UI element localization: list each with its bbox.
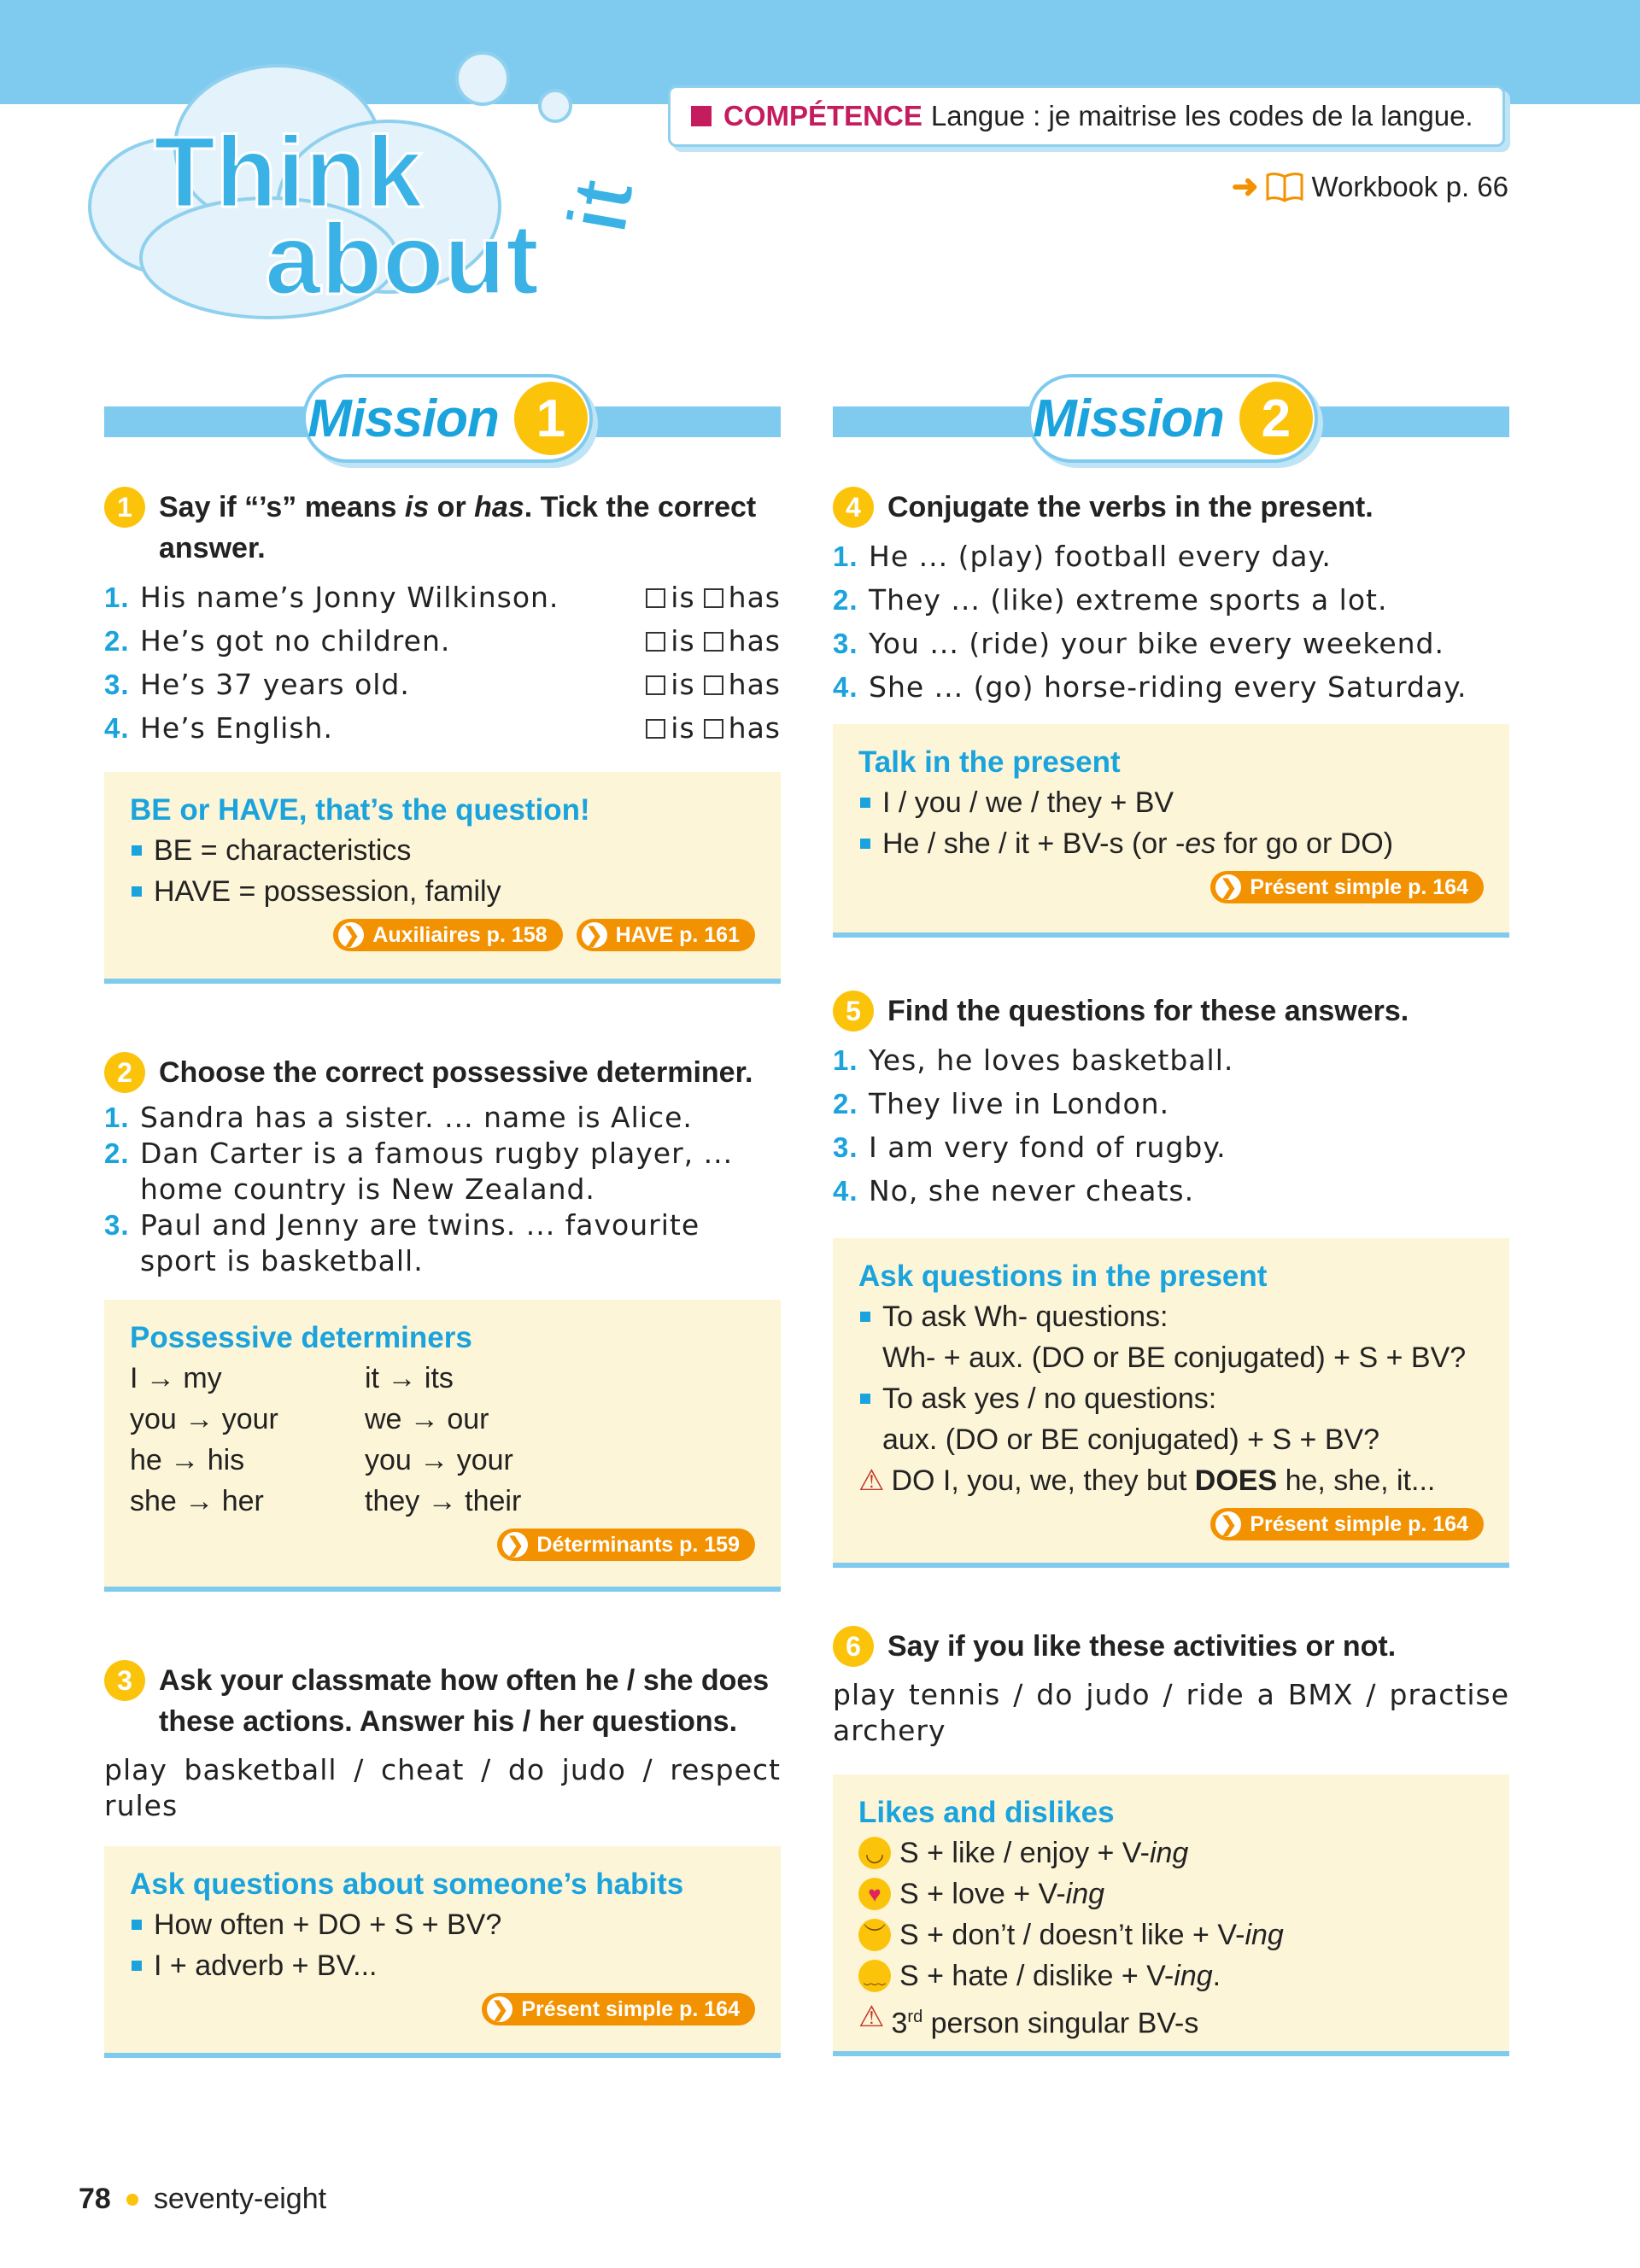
chevron-right-icon: ❯	[582, 922, 607, 948]
chevron-right-icon: ❯	[502, 1532, 528, 1558]
exercise-1-title: 1 Say if “’s” means is or has. Tick the correct answer.	[104, 487, 781, 569]
competence-banner	[668, 85, 1505, 147]
item-text: He’s English.	[140, 711, 333, 745]
arrow-right-icon: ➜	[1231, 169, 1259, 205]
checkbox-is[interactable]: is	[646, 663, 694, 706]
item-text: She ... (go) horse-riding every Saturday.	[869, 670, 1467, 704]
item-number: 3.	[104, 669, 130, 700]
exercise-2-title: 2 Choose the correct possessive determiner.	[104, 1052, 781, 1093]
workbook-label: Workbook p. 66	[1311, 170, 1508, 202]
think-about-it-logo	[81, 44, 696, 326]
warning-icon: ⚠	[858, 1464, 885, 1497]
rule-item: To ask Wh- questions:	[858, 1296, 1484, 1337]
list-item	[833, 578, 1509, 622]
grammar-reference-link[interactable]: ❯ Présent simple p. 164	[482, 1993, 755, 2025]
item-text: He’s 37 years old.	[140, 668, 410, 701]
checkbox-is[interactable]: is	[646, 576, 694, 619]
mission-2-header	[833, 374, 1509, 468]
list-item	[104, 706, 781, 750]
rule-item: How often + DO + S + BV?	[130, 1904, 755, 1945]
book-icon	[1265, 172, 1304, 202]
exercise-5-number: 5	[833, 991, 874, 1032]
rule-item: He / she / it + BV-s (or -es for go or DO)	[858, 823, 1484, 864]
list-item	[104, 1207, 781, 1279]
page-number: 78	[79, 2183, 111, 2215]
footer-dot-icon	[126, 2194, 138, 2206]
competence-square-icon	[691, 106, 712, 126]
exercise-6-title: 6 Say if you like these activities or not.	[833, 1626, 1509, 1667]
item-text: No, she never cheats.	[869, 1174, 1195, 1207]
exercise-2	[104, 1052, 781, 1279]
item-number: 4.	[833, 1175, 858, 1207]
item-text: He ... (play) football every day.	[869, 540, 1332, 573]
chevron-right-icon: ❯	[338, 922, 364, 948]
mission-1-number: 1	[514, 382, 588, 455]
item-text: They live in London.	[869, 1087, 1170, 1120]
rule-title: Ask questions in the present	[858, 1260, 1268, 1293]
exercise-6	[833, 1626, 1509, 1749]
item-number: 4.	[833, 671, 858, 703]
exercise-4-title: 4 Conjugate the verbs in the present.	[833, 487, 1509, 528]
exercise-4-number: 4	[833, 487, 874, 528]
rule-box-likes	[833, 1774, 1509, 2056]
smiling-face-icon: ◡	[858, 1837, 891, 1869]
item-text: They ... (like) extreme sports a lot.	[869, 583, 1388, 617]
disgusted-face-icon: ﹏	[858, 1960, 891, 1992]
list-item	[833, 1082, 1509, 1125]
exercise-1-list	[104, 576, 781, 750]
mission-1-column	[104, 374, 781, 2058]
chevron-right-icon: ❯	[487, 1996, 512, 2022]
grammar-reference-link[interactable]: ❯ HAVE p. 161	[577, 919, 755, 951]
possessive-table: I → my it → its you → your we → our he → his you → your she → her they → their	[130, 1362, 522, 1517]
item-number: 1.	[104, 1102, 130, 1133]
rule-item: ◡ S + like / enjoy + V-ing	[858, 1833, 1484, 1873]
item-text: Yes, he loves basketball.	[869, 1043, 1234, 1077]
list-item	[104, 1100, 781, 1136]
item-number: 2.	[833, 584, 858, 616]
list-item	[833, 1038, 1509, 1082]
rule-title: BE or HAVE, that’s the question!	[130, 793, 590, 827]
item-number: 3.	[104, 1209, 130, 1241]
checkbox-has[interactable]: has	[704, 619, 781, 663]
page-number-words: seventy-eight	[153, 2183, 327, 2215]
exercise-5-title: 5 Find the questions for these answers.	[833, 991, 1509, 1032]
exercise-4-list	[833, 535, 1509, 709]
exercise-2-list	[104, 1100, 781, 1279]
svg-text:about: about	[265, 203, 540, 316]
item-text: Dan Carter is a famous rugby player, ... home country is New Zealand.	[140, 1137, 734, 1206]
rule-item: HAVE = possession, family	[130, 871, 755, 912]
rule-box-be-have	[104, 772, 781, 984]
exercise-3-number: 3	[104, 1660, 145, 1701]
chevron-right-icon: ❯	[1215, 1511, 1241, 1537]
rule-warning: ⚠ DO I, you, we, they but DOES he, she, it...	[858, 1460, 1484, 1501]
rule-item: aux. (DO or BE conjugated) + S + BV?	[882, 1423, 1380, 1456]
item-number: 2.	[104, 625, 130, 657]
item-text: He’s got no children.	[140, 624, 451, 658]
mission-1-title: Mission	[308, 389, 499, 448]
rule-item: ♥ S + love + V-ing	[858, 1873, 1484, 1914]
checkbox-is[interactable]: is	[646, 619, 694, 663]
page-footer	[79, 2183, 326, 2216]
item-number: 3.	[833, 628, 858, 659]
svg-text:Think: Think	[154, 116, 423, 229]
rule-box-questions	[833, 1238, 1509, 1568]
exercise-1-number: 1	[104, 487, 145, 528]
rule-warning: ⚠ 3rd person singular BV-s	[858, 1996, 1484, 2043]
list-item	[833, 1169, 1509, 1213]
workbook-reference[interactable]	[1232, 167, 1508, 206]
checkbox-is[interactable]: is	[646, 706, 694, 750]
item-number: 2.	[104, 1137, 130, 1169]
item-number: 2.	[833, 1088, 858, 1119]
exercise-5-list	[833, 1038, 1509, 1213]
rule-title: Possessive determiners	[130, 1321, 472, 1354]
item-text: I am very fond of rugby.	[869, 1131, 1227, 1164]
rule-title: Likes and dislikes	[858, 1796, 1115, 1829]
checkbox-has[interactable]: has	[704, 706, 781, 750]
list-item	[833, 1125, 1509, 1169]
rule-box-habits	[104, 1846, 781, 2058]
item-text: His name’s Jonny Wilkinson.	[140, 581, 559, 614]
exercise-1	[104, 487, 781, 750]
answer-checkboxes	[646, 706, 781, 750]
rule-item: I + adverb + BV...	[130, 1945, 755, 1986]
grammar-reference-link[interactable]: ❯ Déterminants p. 159	[497, 1529, 755, 1561]
grammar-reference-link[interactable]: ❯ Auxiliaires p. 158	[333, 919, 562, 951]
rule-item: I / you / we / they + BV	[858, 782, 1484, 823]
warning-icon: ⚠	[858, 2001, 885, 2033]
exercise-3-title: 3 Ask your classmate how often he / she does these actions. Answer his / her questions.	[104, 1660, 781, 1742]
exercise-4	[833, 487, 1509, 709]
list-item	[104, 619, 781, 663]
exercise-3-text: play basketball / cheat / do judo / respect rules	[104, 1753, 781, 1822]
item-text: Paul and Jenny are twins. ... favourite sport is basketball.	[140, 1208, 700, 1277]
exercise-5	[833, 991, 1509, 1213]
grammar-reference-link[interactable]: ❯ Présent simple p. 164	[1210, 1508, 1484, 1540]
item-number: 1.	[833, 1044, 858, 1076]
rule-item: ︶ S + don’t / doesn’t like + V-ing	[858, 1914, 1484, 1955]
svg-text:it: it	[548, 172, 653, 240]
rule-box-present	[833, 724, 1509, 938]
answer-checkboxes	[646, 576, 781, 619]
mission-2-title: Mission	[1033, 389, 1224, 448]
list-item	[833, 535, 1509, 578]
list-item	[833, 622, 1509, 665]
answer-checkboxes	[646, 619, 781, 663]
rule-item: Wh- + aux. (DO or BE conjugated) + S + BV?	[882, 1342, 1467, 1374]
exercise-6-number: 6	[833, 1626, 874, 1667]
mission-1-header	[104, 374, 781, 468]
answer-checkboxes	[646, 663, 781, 706]
item-text: You ... (ride) your bike every weekend.	[869, 627, 1444, 660]
rule-item: To ask yes / no questions:	[858, 1378, 1484, 1419]
item-number: 3.	[833, 1131, 858, 1163]
chevron-right-icon: ❯	[1215, 874, 1241, 900]
unhappy-face-icon: ︶	[858, 1919, 891, 1951]
rule-box-possessive	[104, 1300, 781, 1592]
rule-title: Talk in the present	[858, 745, 1121, 779]
item-text: Sandra has a sister. ... name is Alice.	[140, 1101, 693, 1134]
heart-eyes-face-icon: ♥	[858, 1878, 891, 1910]
rule-item: BE = characteristics	[130, 830, 755, 871]
competence-text: Langue : je maitrise les codes de la langue.	[930, 100, 1473, 132]
checkbox-has[interactable]: has	[704, 576, 781, 619]
mission-2-column	[833, 374, 1509, 2056]
exercise-3	[104, 1660, 781, 1824]
list-item	[104, 663, 781, 706]
grammar-reference-link[interactable]: ❯ Présent simple p. 164	[1210, 871, 1484, 903]
checkbox-has[interactable]: has	[704, 663, 781, 706]
list-item	[104, 1136, 781, 1207]
item-number: 4.	[104, 712, 130, 744]
exercise-6-text: play tennis / do judo / ride a BMX / practise archery	[833, 1678, 1509, 1747]
rule-item: ﹏ S + hate / dislike + V-ing.	[858, 1955, 1484, 1996]
item-number: 1.	[833, 541, 858, 572]
item-number: 1.	[104, 582, 130, 613]
rule-title: Ask questions about someone’s habits	[130, 1868, 684, 1901]
mission-2-number: 2	[1239, 382, 1313, 455]
list-item	[104, 576, 781, 619]
exercise-2-number: 2	[104, 1052, 145, 1093]
competence-label: COMPÉTENCE	[723, 100, 922, 132]
list-item	[833, 665, 1509, 709]
